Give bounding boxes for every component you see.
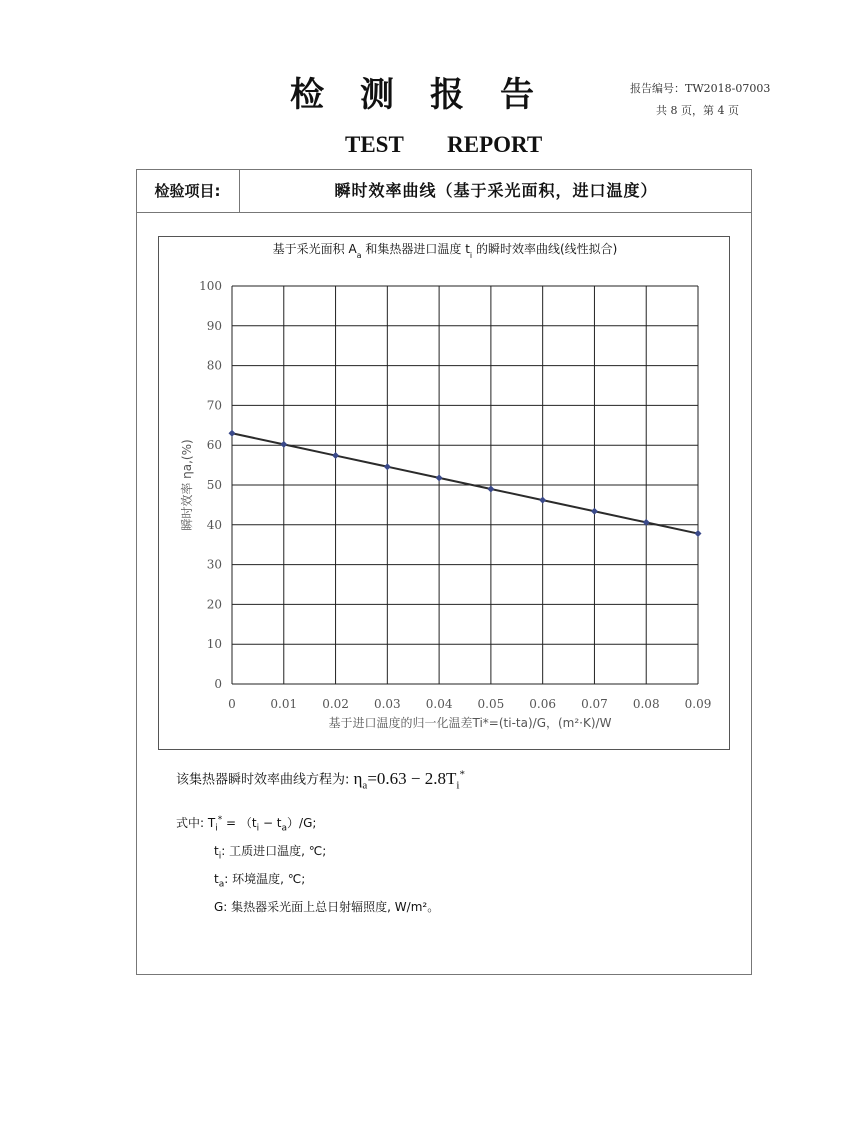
y-tick-label: 100 — [199, 279, 222, 293]
chart-title — [273, 241, 618, 260]
y-tick-label: 0 — [214, 677, 222, 691]
report-title-en: TEST REPORT — [345, 132, 543, 157]
x-tick-label: 0.03 — [373, 697, 401, 711]
legend-ta — [214, 870, 305, 889]
x-tick-label: 0.08 — [632, 697, 660, 711]
legend-text: ）/G; — [287, 816, 317, 830]
equation-intro: 该集热器瞬时效率曲线方程为: — [176, 772, 350, 788]
legend-var: t — [214, 872, 219, 886]
equation-body — [353, 768, 465, 792]
chart-title-sub: a — [356, 250, 362, 260]
y-tick-label: 10 — [206, 637, 222, 652]
y-tick-label: 30 — [206, 557, 222, 572]
legend-sub: a — [281, 823, 288, 834]
y-axis-label: 瞬时效率 ηa,(%) — [180, 439, 194, 531]
legend-text: 式中: T — [176, 816, 216, 830]
efficiency-equation — [176, 768, 465, 791]
x-tick-label: 0.07 — [581, 697, 608, 711]
x-tick-label: 0.01 — [270, 697, 298, 711]
x-tick-label: 0.04 — [425, 697, 453, 711]
data-point — [332, 452, 339, 459]
page-info: 共 8 页，第 4 页 — [656, 104, 739, 117]
y-tick-label: 80 — [206, 358, 222, 373]
y-tick-label: 90 — [206, 318, 222, 333]
data-point — [229, 430, 236, 437]
x-tick-label: 0.06 — [529, 697, 557, 711]
x-tick-label: 0 — [228, 697, 236, 711]
y-tick-label: 40 — [206, 517, 222, 532]
x-axis-label: 基于进口温度的归一化温差Ti*=(ti-ta)/G，(m²·K)/W — [328, 716, 612, 730]
item-value: 瞬时效率曲线（基于采光面积，进口温度） — [334, 181, 658, 200]
equation-eta-sub: a — [362, 779, 368, 792]
report-number: 报告编号：TW2018-07003 — [630, 82, 771, 95]
legend-sub: i — [215, 823, 218, 834]
y-tick-label: 20 — [206, 597, 222, 612]
equation-rhs: =0.63 − 2.8T — [367, 768, 457, 788]
legend-ti — [214, 842, 326, 861]
data-point — [539, 497, 546, 504]
data-point — [280, 441, 287, 448]
chart-title-sub: i — [469, 250, 473, 260]
chart-title-part: 的瞬时效率曲线(线性拟合) — [472, 242, 618, 256]
x-tick-label: 0.02 — [322, 697, 349, 711]
legend-text: = （t — [222, 816, 257, 830]
legend-text: : 环境温度, ℃; — [224, 872, 306, 886]
chart-title-part: 基于采光面积 A — [272, 242, 357, 256]
legend-text: − t — [259, 816, 282, 830]
item-label: 检验项目: — [136, 169, 240, 213]
equation-eta: η — [353, 768, 363, 788]
y-tick-label: 70 — [206, 398, 222, 413]
data-point — [384, 463, 391, 470]
data-point — [436, 474, 443, 481]
report-title-cn: 检测报告 — [290, 75, 570, 115]
legend-sub: i — [218, 851, 222, 862]
equation-rhs-sup: * — [459, 768, 465, 780]
data-point — [591, 508, 598, 515]
chart-title-part: 和集热器进口温度 t — [361, 242, 470, 256]
data-point — [695, 530, 702, 537]
legend-text: : 工质进口温度, ℃; — [221, 844, 327, 858]
legend-var: t — [214, 844, 219, 858]
y-tick-label: 60 — [206, 438, 222, 453]
y-tick-label: 50 — [206, 478, 222, 492]
legend-sub: a — [218, 879, 225, 890]
equation-rhs-sub: i — [456, 779, 460, 792]
efficiency-line — [232, 433, 698, 533]
data-point — [487, 485, 494, 492]
legend-g: G: 集热器采光面上总日射辐照度, W/m²。 — [214, 900, 440, 914]
legend-sup: * — [217, 815, 223, 825]
x-tick-label: 0.05 — [477, 697, 505, 711]
legend-sub: i — [256, 823, 260, 834]
legend-ti-star — [176, 814, 316, 833]
x-tick-label: 0.09 — [684, 697, 712, 711]
